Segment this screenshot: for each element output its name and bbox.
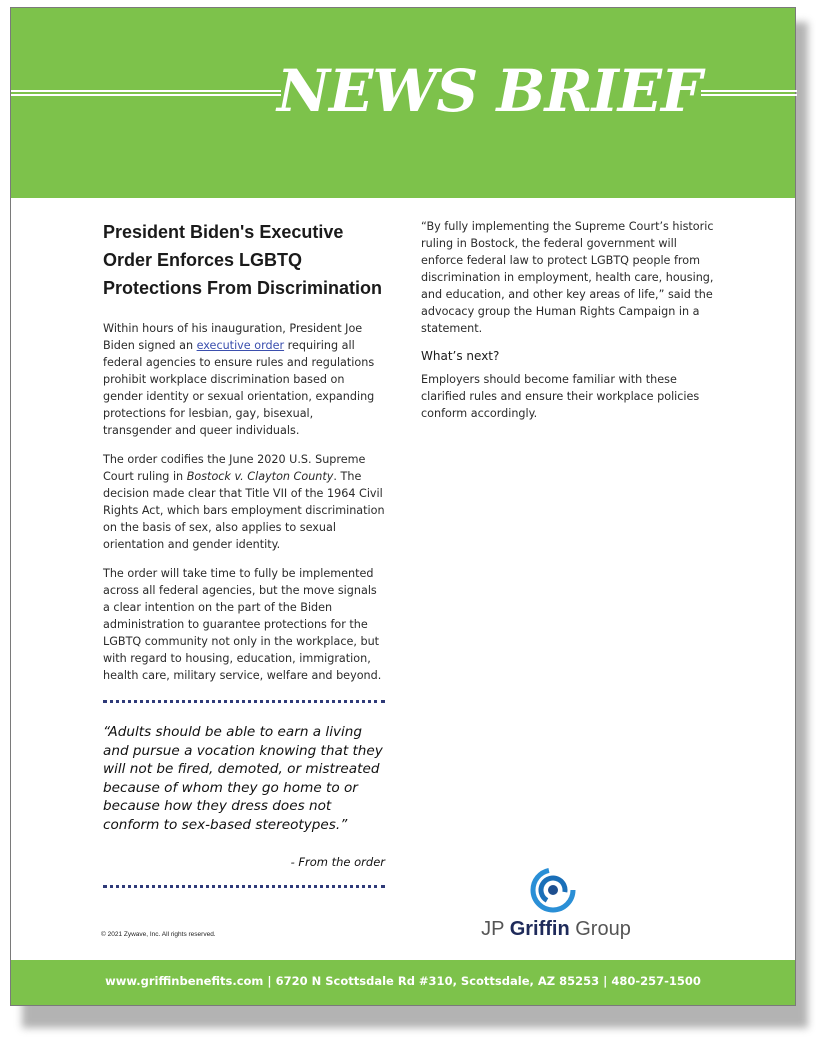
case-name: Bostock v. Clayton County [186, 470, 334, 483]
paragraph-2-start: The order codifies the June 2020 U.S. Supreme Court ruling in [103, 453, 366, 483]
quote-attribution: - From the order [290, 854, 385, 869]
document-page [10, 7, 796, 1006]
paragraph-1 [103, 320, 385, 439]
article-title: President Biden's Executive Order Enforces LGBTQ Protections From Discrimination [103, 222, 383, 298]
paragraph-2-end: . The decision made clear that Title VII of the 1964 Civil Rights Act, which bars employment discrimination on the basis of sex, also applies to sexual orientation and gender identity. [103, 470, 385, 551]
header-banner [11, 8, 795, 198]
logo-wordmark [481, 918, 631, 941]
paragraph-1-end: requiring all federal agencies to ensure rules and regulations prohibit workplace discrimination based on gender identity or sexual orientation, expanding protections for lesbian, gay, bisexual, transgender and queer individuals. [103, 339, 375, 437]
footer-bar [11, 960, 795, 1005]
dotted-divider-top [103, 700, 385, 703]
dotted-divider-bottom [103, 885, 385, 888]
executive-order-link[interactable]: executive order [196, 339, 285, 352]
paragraph-3: The order will take time to fully be implemented across all federal agencies, but the move signals a clear intention on the part of the Biden administration to guarantee protections for the LGBTQ community not only in the workplace, but with regard to housing, education, immigration, health care, military service, welfare and beyond. [103, 567, 382, 682]
header-rule-left [11, 90, 281, 96]
whats-next-heading: What’s next? [421, 349, 500, 363]
copyright-notice: © 2021 Zywave, Inc. All rights reserved. [101, 931, 216, 938]
headline: NEWS BRIEF [277, 57, 702, 125]
paragraph-1-start: Within hours of his inauguration, President Joe Biden signed an [103, 322, 363, 352]
paragraph-5: Employers should become familiar with these clarified rules and ensure their workplace policies conform accordingly. [421, 373, 700, 420]
paragraph-2 [103, 451, 385, 553]
logo-suffix: Group [569, 918, 631, 940]
blue-swirl-logo-icon [529, 866, 577, 914]
header-rule-right [701, 90, 797, 96]
right-column [421, 218, 721, 434]
pull-quote: “Adults should be able to earn a living and pursue a vocation knowing that they will not be fired, demoted, or mistreated because of whom they go home to or because how they dress does not conform to sex-based stereotypes.” [103, 724, 383, 833]
footer-contact: www.griffinbenefits.com | 6720 N Scottsdale Rd #310, Scottsdale, AZ 85253 | 480-257-1500 [105, 974, 701, 988]
logo-prefix: JP [481, 918, 510, 940]
logo-bold: Griffin [509, 918, 570, 940]
paragraph-4: “By fully implementing the Supreme Court’s historic ruling in Bostock, the federal government will enforce federal law to protect LGBTQ people from discrimination in employment, health care, housing, and education, and other key areas of life,” said the advocacy group the Human Rights Campaign in a statement. [421, 220, 714, 335]
company-logo [481, 866, 631, 946]
left-column [103, 218, 385, 908]
